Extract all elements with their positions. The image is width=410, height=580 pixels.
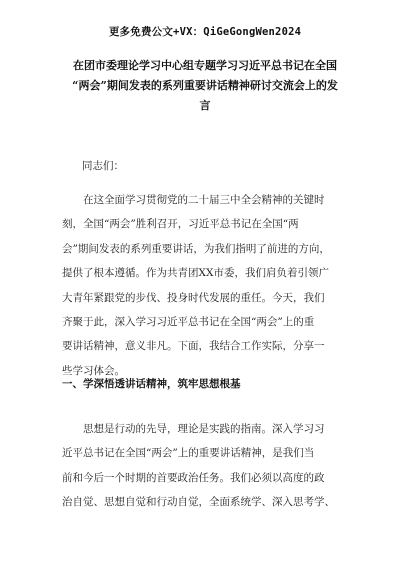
section1-paragraph <box>62 417 352 515</box>
paragraph-line: 思想是行动的先导，理论是实践的指南。深入学习习 <box>83 423 325 435</box>
title-line: 言 <box>199 99 211 112</box>
paragraph-line: 齐聚于此，深入学习习近平总书记在全国“两会”上的重 <box>62 316 315 329</box>
salutation: 同志们： <box>82 160 124 172</box>
intro-paragraph <box>62 188 352 383</box>
document-title <box>52 56 358 116</box>
paragraph-line: 要讲话精神，意义非凡。下面，我结合工作实际，分享一 <box>62 340 325 353</box>
title-line: 在团市委理论学习中心组专题学习习近平总书记在全国 <box>73 59 337 72</box>
header-banner: 更多免费公文+VX：QiGeGongWen2024 <box>108 26 302 38</box>
paragraph-line: 在这全面学习贯彻党的二十届三中全会精神的关键时 <box>83 194 325 206</box>
paragraph-line: 刻，全国“两会”胜利召开，习近平总书记在全国“两 <box>62 218 299 231</box>
paragraph-line: 近平总书记在全国“两会”上的重要讲话精神，是我们当 <box>62 447 315 460</box>
section-heading: 一、学深悟透讲话精神，筑牢思想根基 <box>62 378 241 390</box>
paragraph-line: 前和今后一个时期的首要政治任务。我们必须以高度的政 <box>62 471 325 484</box>
paragraph-line: 大青年紧跟党的步伐、投身时代发展的重任。今天，我们 <box>62 291 325 304</box>
paragraph-line: 些学习体会。 <box>62 364 125 377</box>
paragraph-line: 治自觉、思想自觉和行动自觉，全面系统学、深入思考学、 <box>62 496 335 509</box>
paragraph-line: 会”期间发表的系列重要讲话，为我们指明了前进的方向， <box>62 242 330 255</box>
title-line: “两会”期间发表的系列重要讲话精神研讨交流会上的发 <box>72 79 338 92</box>
paragraph-line: 提供了根本遵循。作为共青团XX市委，我们肩负着引领广 <box>62 267 329 280</box>
